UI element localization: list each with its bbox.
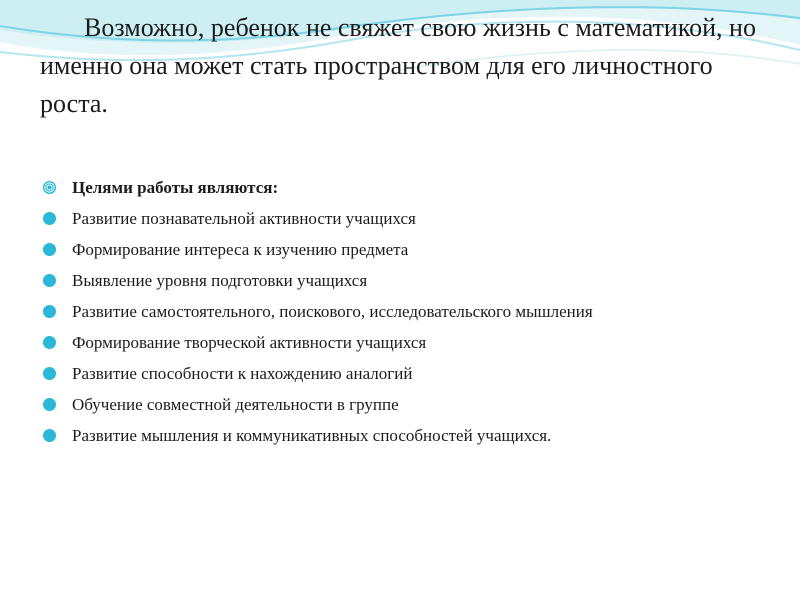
ring-bullet-icon [43, 181, 56, 194]
bullet-icon [43, 367, 56, 380]
bullet-icon [43, 305, 56, 318]
bullet-icon [43, 274, 56, 287]
list-item-text: Развитие способности к нахождению аналогий [72, 364, 413, 383]
bullet-icon [43, 429, 56, 442]
list-item [42, 389, 782, 420]
bullet-icon [43, 336, 56, 349]
list-item [42, 203, 782, 234]
bullet-icon [43, 212, 56, 225]
goals-list [42, 172, 782, 451]
bullet-icon [43, 398, 56, 411]
list-item-text: Формирование интереса к изучению предмета [72, 240, 409, 259]
goals-heading-text: Целями работы являются: [72, 178, 279, 197]
list-item [42, 234, 782, 265]
list-item [42, 296, 782, 327]
list-item-text: Выявление уровня подготовки учащихся [72, 271, 368, 290]
bullet-icon [43, 243, 56, 256]
list-item-text: Обучение совместной деятельности в группе [72, 395, 399, 414]
list-item [42, 265, 782, 296]
list-item [42, 327, 782, 358]
list-item [42, 358, 782, 389]
list-item [42, 420, 782, 451]
list-item-text: Развитие познавательной активности учащихся [72, 209, 416, 228]
slide-title: Возможно, ребенок не свяжет свою жизнь с математикой, но именно она может стать пространством для его личностного роста. [40, 13, 756, 118]
list-item-text: Развитие мышления и коммуникативных способностей учащихся. [72, 426, 552, 445]
list-item-text: Развитие самостоятельного, поискового, исследовательского мышления [72, 302, 593, 321]
goals-heading [42, 172, 782, 203]
list-item-text: Формирование творческой активности учащихся [72, 333, 427, 352]
